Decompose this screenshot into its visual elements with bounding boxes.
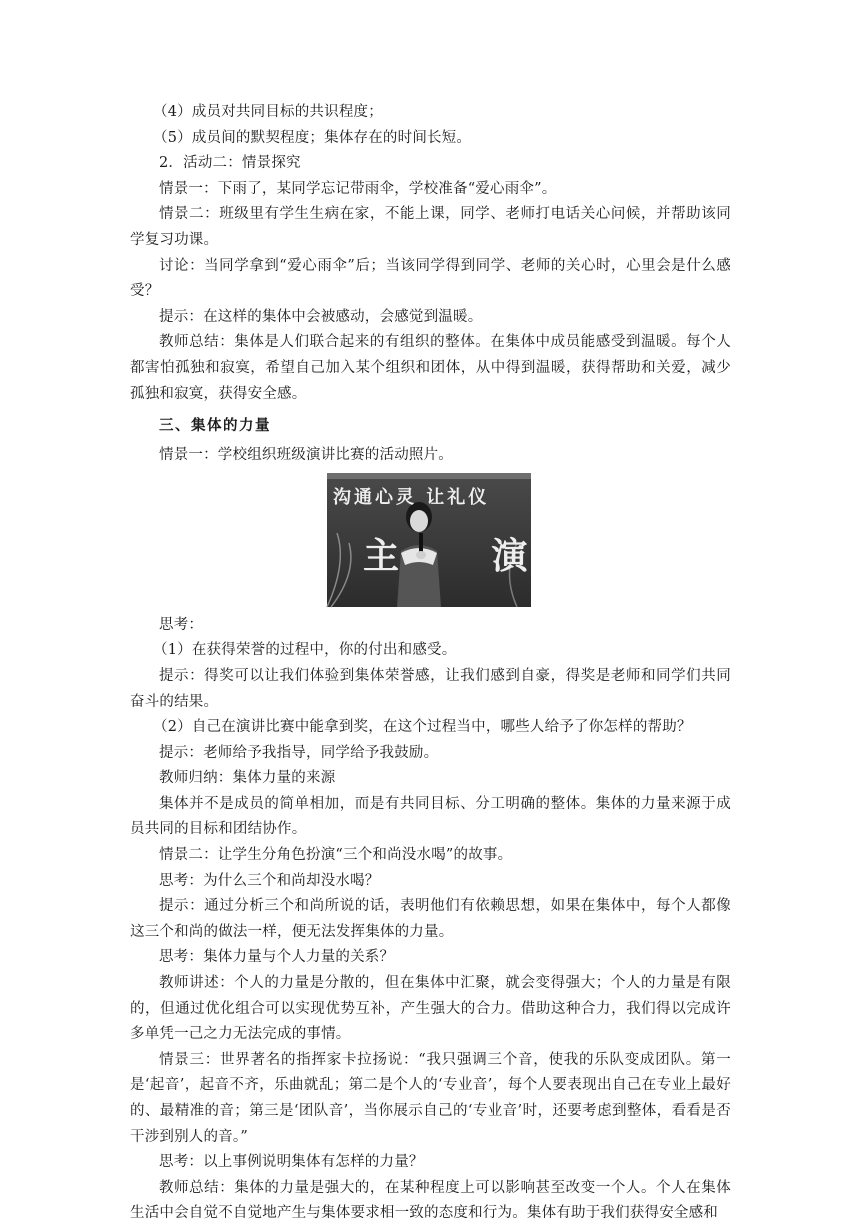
paragraph: 2．活动二：情景探究 bbox=[159, 155, 301, 172]
photo-banner-text: 主 演 bbox=[363, 534, 568, 577]
speech-contest-photo bbox=[327, 473, 568, 607]
paragraph: 思考：为什么三个和尚却没水喝？ bbox=[159, 872, 380, 889]
document-body bbox=[130, 100, 731, 1227]
paragraph: 情景三：世界著名的指挥家卡拉扬说：“我只强调三个音，使我的乐队变成团队。第一是‘起音’，起音不齐，乐曲就乱；第二是个人的‘专业音’，每个人要表现出自己在专业上最好的、最精准的音；第三是‘团队音’，当你展示自己的‘专业音’时，还要考虑到整体，看看是否干涉到别人的音。” bbox=[130, 1051, 731, 1145]
paragraph: 情景二：班级里有学生生病在家，不能上课，同学、老师打电话关心问候，并帮助该同学复习功课。 bbox=[130, 206, 731, 248]
paragraph: 提示：在这样的集体中会被感动，会感觉到温暖。 bbox=[159, 308, 483, 325]
photo-banner-text: 沟通心灵 让礼仪 bbox=[333, 486, 490, 508]
paragraph: 情景一：下雨了，某同学忘记带雨伞，学校准备“爱心雨伞”。 bbox=[159, 180, 557, 197]
paragraph: （1）在获得荣誉的过程中，你的付出和感受。 bbox=[153, 642, 457, 659]
paragraph: 教师总结：集体是人们联合起来的有组织的整体。在集体中成员能感受到温暖。每个人都害怕孤独和寂寞，希望自己加入某个组织和团体，从中得到温暖，获得帮助和关爱，减少孤独和寂寞，获得安全感。 bbox=[130, 334, 731, 402]
paragraph: 思考： bbox=[159, 616, 204, 633]
paragraph: 情景二：让学生分角色扮演“三个和尚没水喝”的故事。 bbox=[159, 847, 513, 864]
paragraph: 思考：集体力量与个人力量的关系？ bbox=[159, 949, 395, 966]
paragraph: 提示：通过分析三个和尚所说的话，表明他们有依赖思想，如果在集体中，每个人都像这三个和尚的做法一样，便无法发挥集体的力量。 bbox=[130, 898, 731, 940]
paragraph: 教师讲述：个人的力量是分散的，但在集体中汇聚，就会变得强大；个人的力量是有限的，但通过优化组合可以实现优势互补，产生强大的合力。借助这种合力，我们得以完成许多单凭一己之力无法完成的事情。 bbox=[130, 975, 731, 1043]
paragraph: 讨论：当同学拿到“爱心雨伞”后；当该同学得到同学、老师的关心时，心里会是什么感受？ bbox=[130, 257, 731, 300]
paragraph: （5）成员间的默契程度；集体存在的时间长短。 bbox=[153, 129, 472, 146]
photo-intro: 情景一：学校组织班级演讲比赛的活动照片。 bbox=[159, 447, 453, 464]
photo-container bbox=[130, 473, 731, 609]
paragraph: 教师归纳：集体力量的来源 bbox=[159, 770, 336, 787]
paragraph: 集体并不是成员的简单相加，而是有共同目标、分工明确的整体。集体的力量来源于成员共同的目标和团结协作。 bbox=[130, 795, 731, 838]
paragraph: 思考：以上事例说明集体有怎样的力量？ bbox=[159, 1154, 424, 1171]
paragraph: （2）自己在演讲比赛中能拿到奖，在这个过程当中，哪些人给予了你怎样的帮助？ bbox=[153, 719, 692, 736]
paragraph: 提示：老师给予我指导，同学给予我鼓励。 bbox=[159, 744, 439, 761]
paragraph: （4）成员对共同目标的共识程度； bbox=[153, 104, 383, 120]
paragraph: 提示：得奖可以让我们体验到集体荣誉感，让我们感到自豪，得奖是老师和同学们共同奋斗的结果。 bbox=[130, 667, 731, 710]
paragraph: 教师总结：集体的力量是强大的，在某种程度上可以影响甚至改变一个人。个人在集体生活中会自觉不自觉地产生与集体要求相一致的态度和行为。集体有助于我们获得安全感和 bbox=[130, 1179, 731, 1222]
section-heading: 三、集体的力量 bbox=[159, 418, 271, 435]
